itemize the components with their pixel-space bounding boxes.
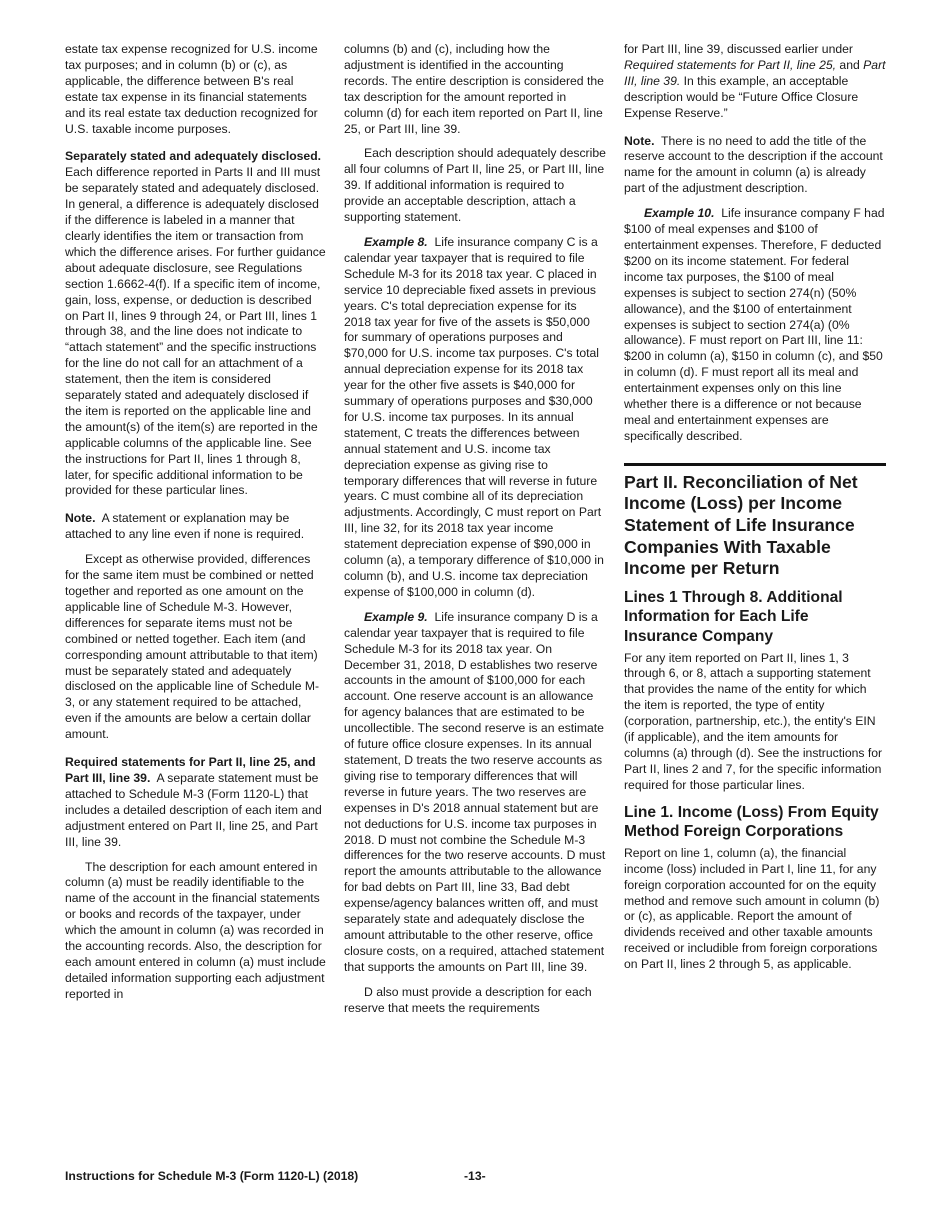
paragraph: For any item reported on Part II, lines 1, 3 through 6, or 8, attach a supporting statement that provides the name of the entity for which the item is reported, the type of entity (corporation, partnership, etc.), the entity's EIN (if applicable), and the item amounts for columns (a) through (d). See the instructions for Part II, lines 2 and 7, for the specific information required for those particular lines.: [624, 650, 883, 792]
page-number: -13-: [464, 1169, 486, 1183]
paragraph: Except as otherwise provided, differences for the same item must be combined or netted together and reported as one amount on the applicable line of Schedule M-3. However, differences for separate items must not be combined or netted together. Each item (and corresponding amount attributable to that item) must be separately stated and adequately disclosed on the applicable line of Schedule M-3, or any statement required to be attached, even if the amounts are below a certain dollar amount.: [65, 552, 320, 742]
example-10: [624, 206, 886, 445]
section-heading-line-1: Line 1. Income (Loss) From Equity Method Foreign Corporations: [624, 803, 879, 841]
paragraph-required-statements: [65, 755, 327, 850]
column-2: [344, 42, 606, 1025]
paragraph-separately-stated: [65, 149, 327, 499]
paragraph-text: A separate statement must be attached to Schedule M-3 (Form 1120-L) that includes a detailed description of each item and adjustment entered on Part II, line 25, and Part III, line 39.: [65, 770, 322, 849]
note: [65, 511, 327, 543]
paragraph: The description for each amount entered in column (a) must be readily identifiable to the name of the account in the financial statements or books and records of the taxpayer, under which the amount in column (a) was recorded in the accounting records. Also, the description for each amount entered in column (a) must include detailed information supporting each adjustment reported in: [65, 859, 326, 1001]
note-label: Note.: [624, 133, 655, 148]
paragraph: Report on line 1, column (a), the financial income (loss) included in Part I, line 11, for any foreign corporation accounted for on the equity method and remove such amount in column (b) or (c), as applicable. Report the amount of dividends received and other taxable amounts received or includible from foreign corporations on Part II, lines 2 through 5, as applicable.: [624, 845, 880, 972]
part-heading: Part II. Reconciliation of Net Income (Loss) per Income Statement of Life Insurance Companies With Taxable Income per Return: [624, 471, 858, 579]
column-3: [624, 42, 886, 982]
section-rule: [624, 463, 886, 466]
example-label: Example 9.: [364, 609, 428, 624]
paragraph: columns (b) and (c), including how the adjustment is identified in the accounting records. The entire description is considered the tax description for the amount reported in column (d) for each item reported on Part II, line 25, or Part III, line 39.: [344, 42, 604, 136]
text-run: for Part III, line 39, discussed earlier under: [624, 42, 853, 56]
note-text: There is no need to add the title of the reserve account to the description if the account name for the amount in column (a) is already part of the adjustment description.: [624, 133, 883, 196]
paragraph: [624, 42, 886, 122]
note: [624, 134, 886, 198]
italic-reference: Required statements for Part II, line 25,: [624, 57, 837, 72]
column-1: [65, 42, 327, 1012]
example-9: [344, 610, 606, 976]
paragraph: estate tax expense recognized for U.S. income tax purposes; and in column (b) or (c), as applicable, the difference between B's real estate tax expense in its financial statements and its real estate tax deduction recognized for U.S. taxable income purposes.: [65, 42, 318, 136]
paragraph: D also must provide a description for each reserve that meets the requirements: [344, 984, 592, 1015]
footer-title: Instructions for Schedule M-3 (Form 1120-L) (2018): [65, 1169, 359, 1183]
italic-reference: Part III, line 39.: [624, 57, 886, 88]
text-run: and: [836, 57, 864, 72]
example-label: Example 10.: [644, 206, 715, 221]
run-in-heading: Separately stated and adequately disclosed.: [65, 149, 322, 164]
example-text: Life insurance company F had $100 of meal expenses and $100 of entertainment expenses. Therefore, F deducted $200 on its income statement. For federal income tax purposes, the $100 of meal expenses is subject to section 274(n) (50% allowance), and the $100 of entertainment expenses is subject to section 274(a) (0% allowance). F must report on Part III, line 11: $200 in column (a), $150 in column (c), and $50 in column (d). F must report all its meal and entertainment expenses only on this line whether there is a difference or not because meal and entertainment expenses are specifically described.: [624, 206, 885, 443]
example-8: [344, 235, 606, 601]
section-heading-lines-1-8: Lines 1 Through 8. Additional Information for Each Life Insurance Company: [624, 588, 843, 645]
paragraph-text: Each difference reported in Parts II and III must be separately stated and adequately disclosed. In general, a difference is adequately disclosed if the difference is labeled in a manner that clearly identifies the item or transaction from which the difference arises. For further guidance about adequate disclosure, see Regulations section 1.6662-4(f). If a specific item of income, gain, loss, expense, or deduction is described on Part II, lines 9 through 24, or Part III, lines 1 through 38, and the line does not indicate to “attach statement” and the specific instructions for the line do not call for an attachment of a statement, then the item is considered separately stated and adequately disclosed if the item is reported on the applicable line and the amount(s) of the item(s) are reported in the applicable columns of the applicable line. See the instructions for Part II, lines 1 through 8, later, for specific additional information to be provided for these particular lines.: [65, 165, 326, 498]
run-in-heading: Required statements for Part II, line 25, and Part III, line 39.: [65, 755, 316, 785]
example-text: Life insurance company D is a calendar year taxpayer that is required to file Schedule M-3 for its 2018 tax year. On December 31, 2018, D establishes two reserve accounts in the amount of $100,000 for each account. One reserve account is an allowance for agency balances that are estimated to be uncollectible. The second reserve is an estimate of future office closure expenses. In its annual statement, D treats the two reserve accounts as giving rise to temporary differences that will reverse in future years. The two reserves are expenses in D's 2018 annual statement but are not deductions for U.S. income tax purposes in 2018. D must not combine the Schedule M-3 differences for the two reserve accounts. D must report the amounts attributable to the allowance for bad debts on Part III, line 33, Bad debt expense/agency balances written off, and must separately state and adequately disclose the amount attributable to the other reserve, office closure costs, on a required, attached statement that supports the amounts on Part III, line 39.: [344, 609, 606, 974]
note-text: A statement or explanation may be attached to any line even if none is required.: [65, 511, 305, 542]
text-run: In this example, an acceptable description would be “Future Office Closure Expense Reserve.”: [624, 73, 859, 120]
note-label: Note.: [65, 511, 96, 526]
example-text: Life insurance company C is a calendar year taxpayer that is required to file Schedule M-3 for its 2018 tax year. C placed in service 10 depreciable fixed assets in previous years. C's total depreciation expense for its 2018 tax year for five of the assets is $50,000 for summary of operations purposes and $70,000 for U.S. income tax purposes. C's total annual depreciation expense for its 2018 tax year for the other five assets is $40,000 for summary of operations purposes and $30,000 for U.S. income tax purposes. In its annual statement, C treats the differences between annual statement and U.S. income tax depreciation expense as giving rise to temporary differences that will reverse in future years. C must combine all of its depreciation adjustments. Accordingly, C must report on Part III, line 32, for its 2018 tax year income statement depreciation expense of $90,000 in column (a), a temporary difference of $10,000 in column (b), and U.S. income tax depreciation expense of $100,000 in column (d).: [344, 234, 604, 599]
paragraph: Each description should adequately describe all four columns of Part II, line 25, or Part III, line 39. If additional information is required to provide an acceptable description, attach a supporting statement.: [344, 146, 606, 225]
example-label: Example 8.: [364, 234, 428, 249]
